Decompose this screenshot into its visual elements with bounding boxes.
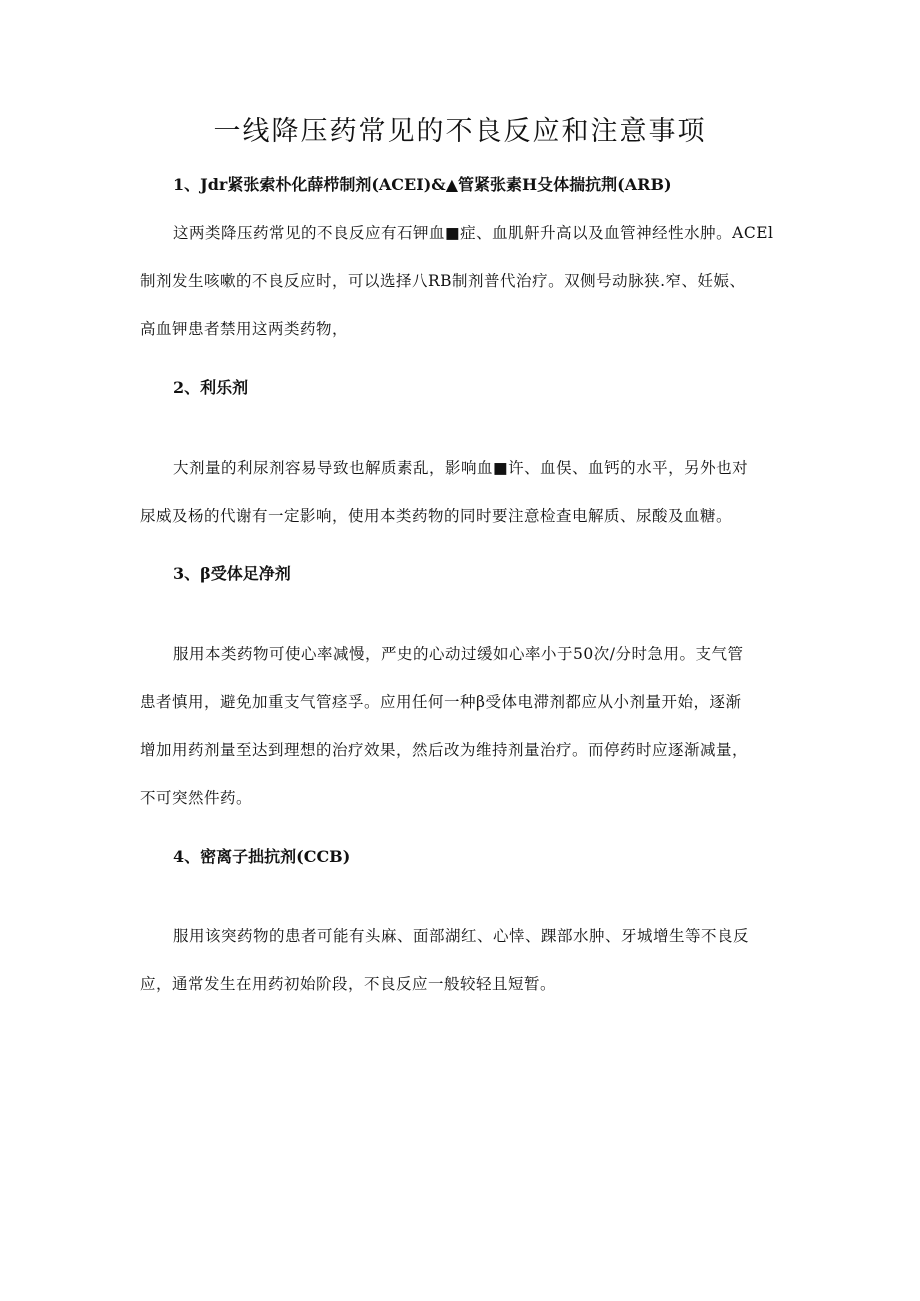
section-1-paragraph bbox=[140, 209, 790, 353]
section-1-heading: 1、Jdr紧张索朴化薛栉制剂(ACEI)&▲管紧张素H殳体揣抗荆(ARB) bbox=[173, 175, 672, 194]
section-1-line-1: 这两类降压药常见的不良反应有石钾血■症、血肌鼾升高以及血管神经性水肿。ACEl bbox=[173, 224, 774, 242]
section-2-line-1: 大剂量的利尿剂容易导致也解质素乱，影响血■许、血俣、血钙的水平，另外也对 bbox=[173, 459, 749, 477]
section-3-heading: 3、β受体足净剂 bbox=[173, 564, 291, 583]
section-1-line-2: 制剂发生咳嗽的不良反应时，可以选择八RB制剂普代治疗。双侧号动脉狭.窄、妊娠、 bbox=[140, 272, 746, 290]
section-4-heading: 4、密离子拙抗剂(CCB) bbox=[173, 847, 351, 866]
section-3-line-2: 患者慎用，避免加重支气管痉孚。应用任何一种β受体电滞剂都应从小剂量开始，逐渐 bbox=[140, 693, 742, 711]
section-2-line-2: 尿威及杨的代谢有一定影响，使用本类药物的同时要注意检查电解质、尿酸及血糖。 bbox=[140, 507, 733, 525]
section-2-heading: 2、利乐剂 bbox=[173, 378, 249, 397]
section-1-line-3: 高血钾患者禁用这两类药物， bbox=[140, 320, 349, 338]
section-4-paragraph bbox=[140, 912, 790, 1008]
section-4-line-1: 服用该突药物的患者可能有头麻、面部湖红、心悻、踝部水肿、牙城增生等不良反 bbox=[173, 927, 750, 945]
section-3-paragraph bbox=[140, 630, 790, 822]
section-4-line-2: 应，通常发生在用药初始阶段，不良反应一般较轻且短暂。 bbox=[140, 975, 557, 993]
section-3-line-4: 不可突然件药。 bbox=[140, 789, 253, 807]
section-2-paragraph bbox=[140, 444, 790, 540]
document-title: 一线降压药常见的不良反应和注意事项 bbox=[213, 116, 707, 147]
section-3-line-3: 增加用药剂量至达到理想的治疗效果，然后改为维持剂量治疗。而停药时应逐渐减量， bbox=[140, 741, 749, 759]
section-3-line-1: 服用本类药物可使心率减慢，严史的心动过缓如心率小于50次/分时急用。支气管 bbox=[173, 645, 744, 663]
